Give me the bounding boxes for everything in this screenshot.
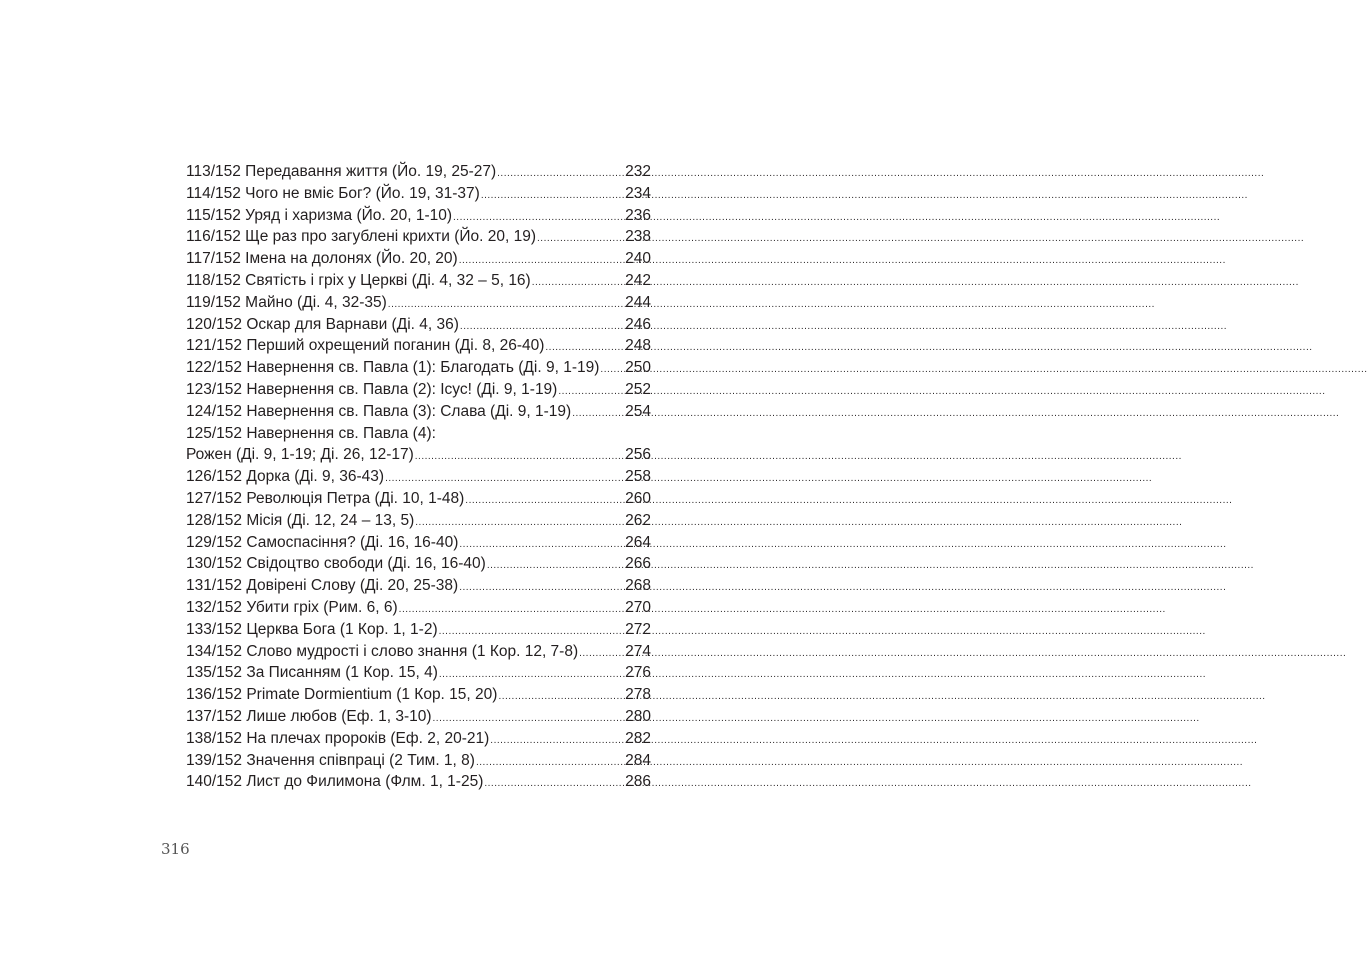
toc-entry[interactable] — [186, 183, 651, 205]
toc-entry-title: 127/152 Революція Петра (Ді. 10, 1-48) — [186, 489, 465, 507]
toc-entry[interactable] — [186, 357, 651, 379]
toc-entry[interactable] — [186, 662, 651, 684]
toc-entry-page: 280 — [625, 707, 651, 725]
toc-entry-title: 134/152 Слово мудрості і слово знання (1 Кор. 12, 7-8) — [186, 642, 579, 660]
toc-entry[interactable] — [186, 684, 651, 706]
toc-entry-heading-line[interactable] — [186, 423, 651, 445]
toc-leader-dots — [439, 621, 625, 643]
toc-entry-page: 278 — [625, 686, 651, 704]
toc-entry[interactable] — [186, 226, 651, 248]
toc-entry-title: 122/152 Навернення св. Павла (1): Благодать (Ді. 9, 1-19) — [186, 359, 600, 377]
toc-entry-title: 129/152 Самоспасіння? (Ді. 16, 16-40) — [186, 533, 459, 551]
toc-entry-page: 270 — [625, 598, 651, 616]
toc-entry-title: 120/152 Оскар для Варнави (Ді. 4, 36) — [186, 315, 459, 333]
toc-entry-page: 250 — [625, 359, 651, 377]
toc-entry-page: 248 — [625, 337, 651, 355]
toc-entry-page: 252 — [625, 380, 651, 398]
toc-leader-dots — [388, 294, 624, 316]
toc-entry[interactable] — [186, 750, 651, 772]
toc-leader-dots — [459, 534, 624, 556]
toc-leader-dots — [487, 555, 624, 577]
toc-entry-page: 238 — [625, 228, 651, 246]
toc-entry[interactable] — [186, 292, 651, 314]
toc-entry-page: 242 — [625, 271, 651, 289]
page-number: 316 — [161, 840, 190, 858]
toc-leader-dots — [476, 752, 624, 774]
toc-leader-dots — [558, 381, 624, 403]
toc-entry[interactable] — [186, 510, 651, 532]
toc-entry-title: 140/152 Лист до Филимона (Флм. 1, 1-25) — [186, 773, 484, 791]
toc-leader-dots — [481, 185, 624, 207]
table-of-contents — [186, 161, 651, 793]
toc-entry-title: 118/152 Святість і гріх у Церкві (Ді. 4, 32 – 5, 16) — [186, 271, 531, 289]
toc-entry-page: 284 — [625, 751, 651, 769]
toc-entry-page: 264 — [625, 533, 651, 551]
toc-entry[interactable] — [186, 532, 651, 554]
toc-entry-page: 276 — [625, 664, 651, 682]
toc-entry[interactable] — [186, 575, 651, 597]
toc-entry-title: 123/152 Навернення св. Павла (2): Ісус! (Ді. 9, 1-19) — [186, 380, 558, 398]
toc-entry[interactable] — [186, 641, 651, 663]
toc-leader-dots — [439, 664, 624, 686]
toc-leader-dots — [600, 359, 624, 381]
toc-entry[interactable] — [186, 466, 651, 488]
toc-leader-dots — [537, 228, 624, 250]
toc-entry[interactable] — [186, 488, 651, 510]
toc-entry-title: 133/152 Церква Бога (1 Кор. 1, 1-2) — [186, 620, 438, 638]
toc-entry[interactable] — [186, 161, 651, 183]
toc-leader-dots — [465, 490, 624, 512]
toc-leader-dots — [579, 643, 624, 665]
toc-entry-title: 136/152 Primate Dormientium (1 Кор. 15, 20) — [186, 686, 498, 704]
toc-entry-page: 274 — [625, 642, 651, 660]
toc-entry[interactable] — [186, 728, 651, 750]
toc-entry-page: 236 — [625, 206, 651, 224]
toc-entry-page: 256 — [625, 446, 651, 464]
toc-entry-title: 121/152 Перший охрещений поганин (Ді. 8, 26-40) — [186, 337, 545, 355]
toc-entry-title: Рожен (Ді. 9, 1-19; Ді. 26, 12-17) — [186, 446, 414, 464]
toc-entry-page: 282 — [625, 729, 651, 747]
toc-entry[interactable] — [186, 401, 651, 423]
toc-entry[interactable] — [186, 270, 651, 292]
toc-entry-title: 130/152 Свідоцтво свободи (Ді. 16, 16-40) — [186, 555, 486, 573]
toc-leader-dots — [490, 730, 624, 752]
toc-entry-page: 266 — [625, 555, 651, 573]
toc-entry-title: 119/152 Майно (Ді. 4, 32-35) — [186, 293, 387, 311]
toc-entry-title: 135/152 За Писанням (1 Кор. 15, 4) — [186, 664, 438, 682]
toc-entry-page: 254 — [625, 402, 651, 420]
toc-entry[interactable] — [186, 553, 651, 575]
toc-entry-page: 268 — [625, 577, 651, 595]
toc-entry-title: 115/152 Уряд і харизма (Йо. 20, 1-10) — [186, 206, 453, 224]
toc-entry[interactable] — [186, 597, 651, 619]
toc-entry-page: 272 — [625, 620, 651, 638]
toc-leader-dots — [433, 708, 625, 730]
toc-entry-page: 234 — [625, 184, 651, 202]
toc-entry-page: 240 — [625, 250, 651, 268]
toc-leader-dots — [415, 512, 624, 534]
toc-leader-dots — [399, 599, 624, 621]
toc-leader-dots — [545, 337, 624, 359]
toc-entry[interactable] — [186, 444, 651, 466]
toc-entry[interactable] — [186, 205, 651, 227]
toc-leader-dots — [453, 207, 624, 229]
toc-leader-dots — [572, 403, 624, 425]
toc-entry[interactable] — [186, 771, 651, 793]
toc-entry-title: 114/152 Чого не вміє Бог? (Йо. 19, 31-37) — [186, 184, 480, 202]
toc-leader-dots — [460, 316, 624, 338]
toc-entry-title: 113/152 Передавання життя (Йо. 19, 25-27) — [186, 163, 497, 180]
toc-leader-dots — [459, 250, 624, 272]
toc-entry-page: 244 — [625, 293, 651, 311]
toc-entry[interactable] — [186, 379, 651, 401]
toc-entry-page: 262 — [625, 511, 651, 529]
toc-entry-title: 137/152 Лише любов (Еф. 1, 3-10) — [186, 707, 432, 725]
toc-entry[interactable] — [186, 619, 651, 641]
toc-leader-dots — [497, 163, 624, 185]
toc-entry-title: 117/152 Імена на долонях (Йо. 20, 20) — [186, 250, 458, 268]
toc-entry-title: 128/152 Місія (Ді. 12, 24 – 13, 5) — [186, 511, 415, 529]
toc-entry-title: 138/152 На плечах пророків (Еф. 2, 20-21) — [186, 729, 490, 747]
toc-entry-page: 232 — [625, 163, 651, 180]
toc-entry-title: 116/152 Ще раз про загублені крихти (Йо. 20, 19) — [186, 228, 537, 246]
toc-entry-title: 126/152 Дорка (Ді. 9, 36-43) — [186, 468, 385, 486]
toc-entry-title: 131/152 Довірені Слову (Ді. 20, 25-38) — [186, 577, 459, 595]
toc-entry-title: 132/152 Убити гріх (Рим. 6, 6) — [186, 598, 398, 616]
toc-leader-dots — [385, 468, 624, 490]
toc-entry-title: 124/152 Навернення св. Павла (3): Слава (Ді. 9, 1-19) — [186, 402, 572, 420]
toc-entry[interactable] — [186, 335, 651, 357]
toc-entry[interactable] — [186, 314, 651, 336]
toc-leader-dots — [498, 686, 624, 708]
toc-entry-page: 260 — [625, 489, 651, 507]
toc-entry-page: 246 — [625, 315, 651, 333]
toc-entry-page: 286 — [625, 773, 651, 791]
toc-leader-dots — [532, 272, 624, 294]
toc-leader-dots — [415, 446, 624, 468]
toc-entry[interactable] — [186, 248, 651, 270]
toc-leader-dots — [484, 773, 624, 795]
toc-entry-title: 139/152 Значення співпраці (2 Тим. 1, 8) — [186, 751, 475, 769]
toc-leader-dots — [459, 577, 624, 599]
toc-entry-title: 125/152 Навернення св. Павла (4): — [186, 424, 436, 442]
toc-entry[interactable] — [186, 706, 651, 728]
toc-entry-page: 258 — [625, 468, 651, 486]
